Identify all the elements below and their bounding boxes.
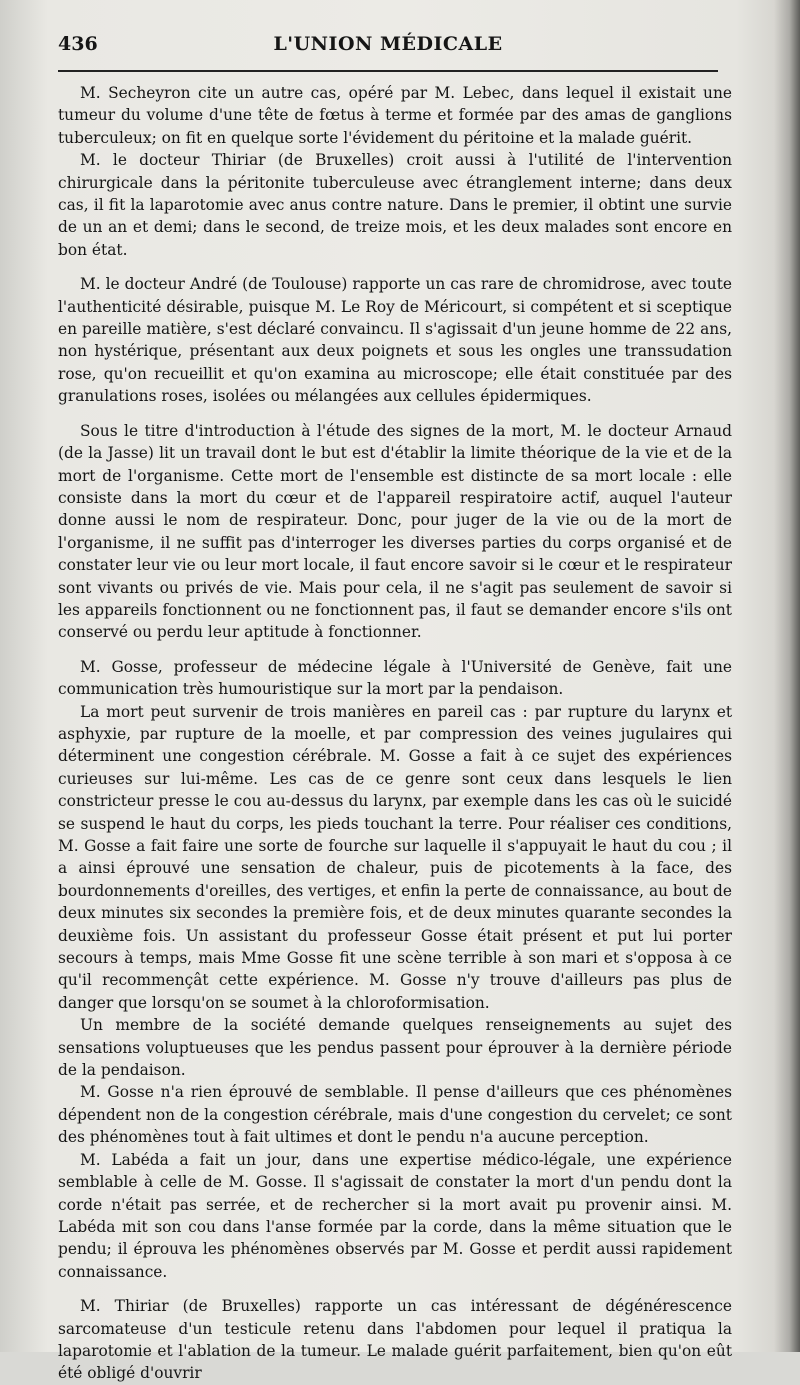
page-number: 436 [58,33,98,55]
paragraph-gosse-reponse: M. Gosse n'a rien éprouvé de semblable. Il pense d'ailleurs que ces phénomènes dépendent non de la congestion cérébrale, mais d'une congestion du cervelet; ce sont des phénomènes tout à fait ultimes et dont le pendu n'a aucune perception. [58,1083,732,1147]
paragraph-secheyron: M. Secheyron cite un autre cas, opéré par M. Lebec, dans lequel il existait une tumeur du volume d'une tête de fœtus à terme et formée par des amas de ganglions tuberculeux; on fit en quelque sorte l'évidement du péritoine et la malade guérit. [58,84,732,147]
section-gap [58,1283,732,1295]
paragraph-labeda: M. Labéda a fait un jour, dans une expertise médico-légale, une expérience semblable à celle de M. Gosse. Il s'agissait de constater la mort d'un pendu dont la corde n'était pas serrée, et de rechercher si la mort avait pu provenir ainsi. M. Labéda mit son cou dans l'anse formée par la corde, dans la même situation que le pendu; il éprouva les phénomènes observés par M. Gosse et perdit aussi rapidement connaissance. [58,1150,732,1281]
running-title: L'UNION MÉDICALE [273,33,503,55]
paragraph-arnaud-mort: Sous le titre d'introduction à l'étude des signes de la mort, M. le docteur Arnaud (de la Jasse) lit un travail dont le but est d'établir la limite théorique de la vie et de la mort de l'organisme. Cette mort de l'ensemble est distincte de sa mort locale : elle consiste dans la mort du cœur et de l'appareil respiratoire actif, auquel l'auteur donne aussi le nom de respirateur. Donc, pour juger de la vie ou de la mort de l'organisme, il ne suffit pas d'interroger les diverses parties du corps organisé et de constater leur vie ou leur mort locale, il faut encore savoir si le cœur et le respirateur sont vivants ou privés de vie. Mais pour cela, il ne s'agit pas seulement de savoir si les appareils fonctionnent ou ne fonctionnent pas, il faut se demander encore s'ils ont conservé ou perdu leur aptitude à fonctionner. [58,421,732,642]
header-rule [58,70,718,72]
paragraph-thiriar-sarcome: M. Thiriar (de Bruxelles) rapporte un cas intéressant de dégénérescence sarcomateuse d'un testicule retenu dans l'abdomen pour lequel il pratiqua la laparotomie et l'ablation de la tumeur. Le malade guérit parfaitement, bien qu'on eût été obligé d'ouvrir [58,1297,732,1383]
body-text [58,82,732,1385]
page-edge-shadow [774,0,800,1352]
paragraph-gosse-intro: M. Gosse, professeur de médecine légale à l'Université de Genève, fait une communication très humouristique sur la mort par la pendaison. [58,657,732,699]
paragraph-thiriar-peritonite: M. le docteur Thiriar (de Bruxelles) croit aussi à l'utilité de l'intervention chirurgicale dans la péritonite tuberculeuse avec étranglement interne; dans deux cas, il fit la laparotomie avec anus contre nature. Dans le premier, il obtint une survie de un an et demi; dans le second, de treize mois, et les deux malades sont encore en bon état. [58,151,732,259]
page-header [58,33,718,63]
paragraph-andre-chromidrose: M. le docteur André (de Toulouse) rapporte un cas rare de chromidrose, avec toute l'authenticité désirable, puisque M. Le Roy de Méricourt, si compétent et si sceptique en pareille matière, s'est déclaré convaincu. Il s'agissait d'un jeune homme de 22 ans, non hystérique, présentant aux deux poignets et sous les ongles une transsudation rose, qu'on recueillit et qu'on examina au microscope; elle était constituée par des granulations roses, isolées ou mélangées aux cellules épidermiques. [58,275,732,406]
paragraph-question-membre: Un membre de la société demande quelques renseignements au sujet des sensations voluptueuses que les pendus passent pour éprouver à la dernière période de la pendaison. [58,1016,732,1080]
section-gap [58,261,732,273]
paragraph-gosse-experience: La mort peut survenir de trois manières en pareil cas : par rupture du larynx et asphyxie, par rupture de la moelle, et par compression des veines jugulaires qui déterminent une congestion cérébrale. M. Gosse a fait à ce sujet des expériences curieuses sur lui-même. Les cas de ce genre sont ceux dans lesquels le lien constricteur presse le cou au-dessus du larynx, par exemple dans les cas où le suicidé se suspend le haut du corps, les pieds touchant la terre. Pour réaliser ces conditions, M. Gosse a fait faire une sorte de fourche sur laquelle il s'appuyait le haut du cou ; il a ainsi éprouvé une sensation de chaleur, puis de picotements à la face, des bourdonnements d'oreilles, des vertiges, et enfin la perte de connaissance, au bout de deux minutes six secondes la première fois, et de deux minutes quarante secondes la deuxième fois. Un assistant du professeur Gosse était présent et put lui porter secours à temps, mais Mme Gosse fit une scène terrible à son mari et s'opposa à ce qu'il recommençât cette expérience. M. Gosse n'y trouve d'ailleurs pas plus de danger que lorsqu'on se soumet à la chloroformisation. [58,702,732,1012]
section-gap [58,644,732,656]
section-gap [58,408,732,420]
